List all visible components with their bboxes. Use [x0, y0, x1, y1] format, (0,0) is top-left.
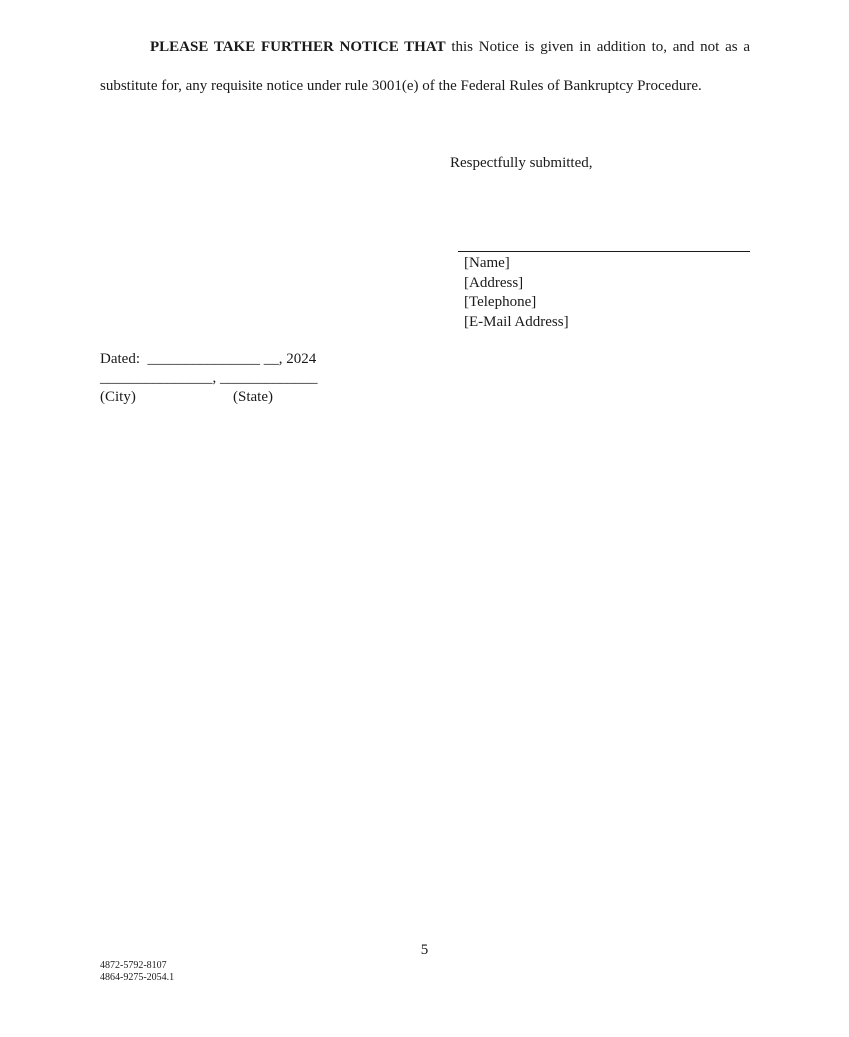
further-notice-paragraph	[100, 28, 750, 106]
signature-block	[464, 254, 569, 332]
page-number: 5	[420, 942, 429, 958]
location-line: _______________, _____________	[100, 370, 318, 386]
dated-line: Dated: _______________ __, 2024	[100, 351, 317, 367]
document-id: 4864-9275-2054.1	[100, 972, 175, 983]
signature-line	[458, 251, 750, 252]
further-notice-lead: PLEASE TAKE FURTHER NOTICE THAT	[150, 39, 446, 55]
signature-address: [Address]	[464, 274, 524, 291]
signature-email: [E-Mail Address]	[464, 313, 569, 330]
city-label: (City)	[100, 389, 136, 405]
state-label: (State)	[233, 389, 273, 405]
further-notice-body: this Notice is given in addition to, and not as a substitute for, any requisite notice under rule 3001(e) of the Federal Rules of Bankruptcy Procedure.	[100, 39, 750, 94]
document-ids	[100, 960, 174, 984]
signature-name: [Name]	[464, 255, 510, 271]
closing-text: Respectfully submitted,	[450, 155, 593, 171]
document-id: 4872-5792-8107	[100, 960, 167, 971]
signature-telephone: [Telephone]	[464, 294, 537, 310]
